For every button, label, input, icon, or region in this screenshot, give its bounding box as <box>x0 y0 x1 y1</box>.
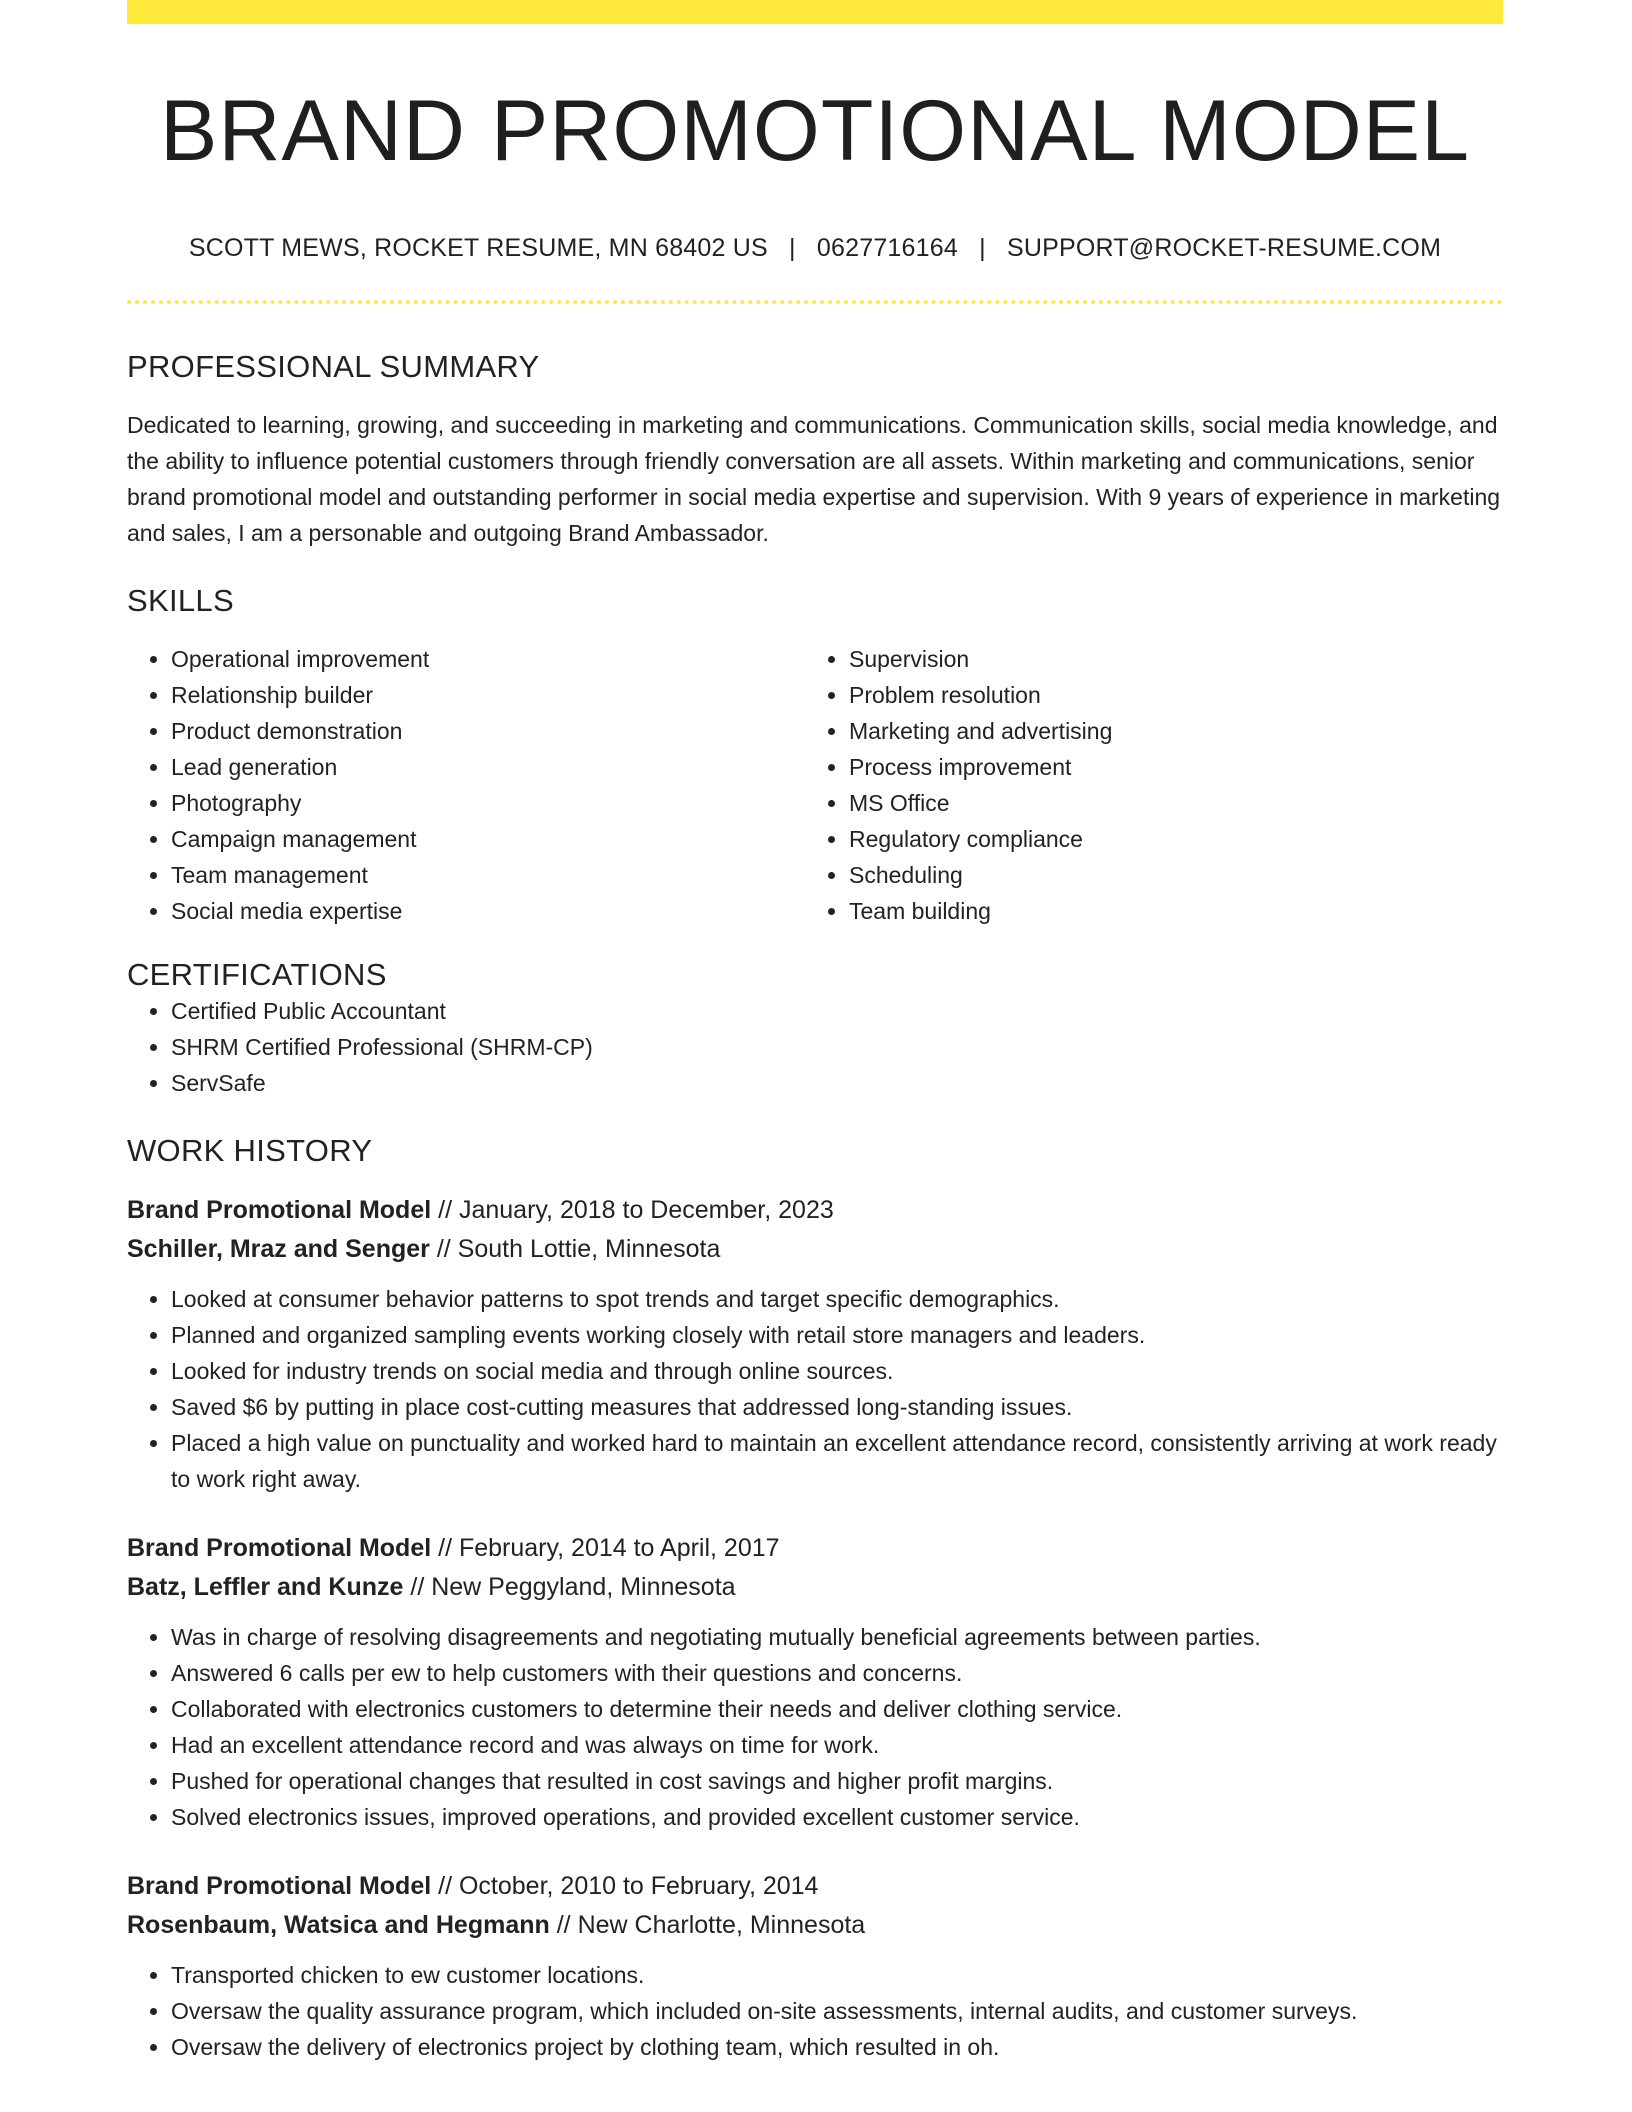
list-item: • Oversaw the delivery of electronics project by clothing team, which resulted in oh. <box>171 2029 1503 2065</box>
job-title-line <box>127 1867 1503 1906</box>
job-company: Rosenbaum, Watsica and Hegmann <box>127 1911 550 1939</box>
job-location: // South Lottie, Minnesota <box>429 1235 721 1263</box>
contact-email: SUPPORT@ROCKET-RESUME.COM <box>1006 234 1442 262</box>
job-dates: // January, 2018 to December, 2023 <box>431 1196 834 1224</box>
job-company: Batz, Leffler and Kunze <box>127 1573 404 1601</box>
list-item: • Oversaw the quality assurance program, which included on-site assessments, internal audits, and customer surveys. <box>171 1993 1503 2029</box>
list-item: • Looked for industry trends on social media and through online sources. <box>171 1353 1503 1389</box>
skills-list-right <box>805 641 1483 929</box>
job-bullets <box>127 1619 1503 1835</box>
skills-list-left <box>127 641 805 929</box>
job-dates: // February, 2014 to April, 2017 <box>431 1534 780 1562</box>
job-company-line <box>127 1906 1503 1945</box>
list-item: • Pushed for operational changes that resulted in cost savings and higher profit margins. <box>171 1763 1503 1799</box>
contact-separator: | <box>979 234 986 262</box>
job-role: Brand Promotional Model <box>127 1534 432 1562</box>
list-item: • Marketing and advertising <box>849 713 1483 749</box>
list-item: • Scheduling <box>849 857 1483 893</box>
list-item: • Team building <box>849 893 1483 929</box>
contact-line <box>127 234 1503 263</box>
accent-top-bar <box>127 0 1503 24</box>
list-item: • Problem resolution <box>849 677 1483 713</box>
certifications-heading: CERTIFICATIONS <box>127 957 387 992</box>
skills-column-right <box>805 641 1483 929</box>
list-item: • Process improvement <box>849 749 1483 785</box>
skills-grid <box>127 641 1503 929</box>
list-item: • Campaign management <box>171 821 805 857</box>
list-item: • Solved electronics issues, improved operations, and provided excellent customer service. <box>171 1799 1503 1835</box>
list-item: • ServSafe <box>171 1065 1503 1101</box>
job-role: Brand Promotional Model <box>127 1196 432 1224</box>
list-item: • Planned and organized sampling events working closely with retail store managers and leaders. <box>171 1317 1503 1353</box>
job-company-line <box>127 1568 1503 1607</box>
list-item: • Lead generation <box>171 749 805 785</box>
header-divider <box>127 300 1503 304</box>
list-item: • Social media expertise <box>171 893 805 929</box>
job-bullets <box>127 1281 1503 1497</box>
list-item: • Product demonstration <box>171 713 805 749</box>
job-bullets <box>127 1957 1503 2065</box>
skills-column-left <box>127 641 805 929</box>
list-item: • Supervision <box>849 641 1483 677</box>
job-location: // New Peggyland, Minnesota <box>403 1573 736 1601</box>
job-company-line <box>127 1230 1503 1269</box>
list-item: • Saved $6 by putting in place cost-cutting measures that addressed long-standing issues. <box>171 1389 1503 1425</box>
summary-text: Dedicated to learning, growing, and succeeding in marketing and communications. Communication skills, social media knowledge, and the ability to influence potential customers through friendly conversation are all assets. Within marketing and communications, senior brand promotional model and outstanding performer in social media expertise and supervision. With 9 years of experience in marketing and sales, I am a personable and outgoing Brand Ambassador. <box>127 412 1501 546</box>
job-role: Brand Promotional Model <box>127 1872 432 1900</box>
job-title-line <box>127 1191 1503 1230</box>
job-entry <box>127 1191 1503 1497</box>
contact-address: SCOTT MEWS, ROCKET RESUME, MN 68402 US <box>188 234 768 262</box>
list-item: • Collaborated with electronics customers to determine their needs and deliver clothing service. <box>171 1691 1503 1727</box>
list-item: • Regulatory compliance <box>849 821 1483 857</box>
list-item: • Certified Public Accountant <box>171 993 1503 1029</box>
work-history-heading: WORK HISTORY <box>127 1133 373 1168</box>
work-history-list <box>127 1191 1503 2065</box>
summary-heading: PROFESSIONAL SUMMARY <box>127 349 540 384</box>
job-location: // New Charlotte, Minnesota <box>549 1911 866 1939</box>
list-item: • Looked at consumer behavior patterns to spot trends and target specific demographics. <box>171 1281 1503 1317</box>
job-dates: // October, 2010 to February, 2014 <box>431 1872 819 1900</box>
list-item: • Team management <box>171 857 805 893</box>
list-item: • MS Office <box>849 785 1483 821</box>
list-item: • Placed a high value on punctuality and worked hard to maintain an excellent attendance record, consistently arriving at work ready to work right away. <box>171 1425 1503 1497</box>
contact-separator: | <box>789 234 796 262</box>
job-entry <box>127 1867 1503 2065</box>
list-item: • Operational improvement <box>171 641 805 677</box>
list-item: • Had an excellent attendance record and was always on time for work. <box>171 1727 1503 1763</box>
list-item: • Was in charge of resolving disagreements and negotiating mutually beneficial agreements between parties. <box>171 1619 1503 1655</box>
list-item: • Transported chicken to ew customer locations. <box>171 1957 1503 1993</box>
job-entry <box>127 1529 1503 1835</box>
list-item: • Photography <box>171 785 805 821</box>
list-item: • Relationship builder <box>171 677 805 713</box>
resume-title: BRAND PROMOTIONAL MODEL <box>160 83 1470 179</box>
list-item: • Answered 6 calls per ew to help customers with their questions and concerns. <box>171 1655 1503 1691</box>
skills-heading: SKILLS <box>127 583 234 618</box>
job-company: Schiller, Mraz and Senger <box>127 1235 430 1263</box>
resume-page <box>127 0 1503 2065</box>
job-title-line <box>127 1529 1503 1568</box>
list-item: • SHRM Certified Professional (SHRM-CP) <box>171 1029 1503 1065</box>
contact-phone: 0627716164 <box>816 234 958 262</box>
certifications-list <box>127 993 1503 1101</box>
